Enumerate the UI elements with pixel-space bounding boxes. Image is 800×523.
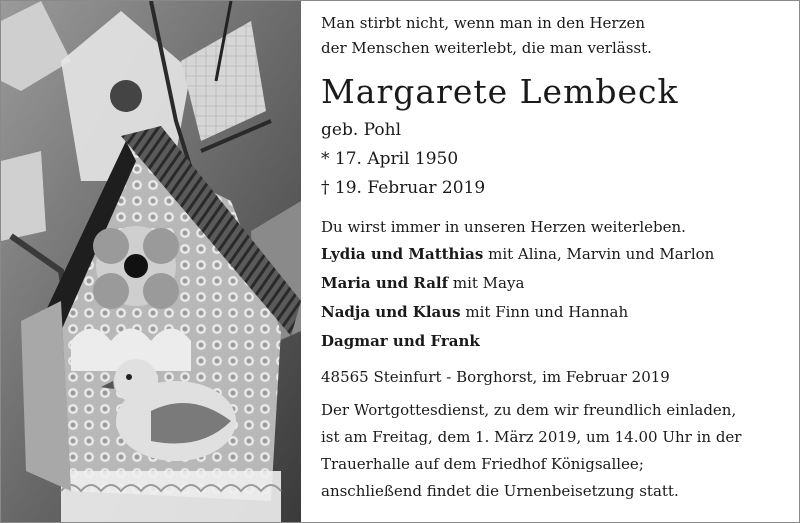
birdhouse-photo [1,1,301,522]
family-names: Dagmar und Frank [321,332,480,350]
farewell-line: Du wirst immer in unseren Herzen weiterleben. [321,218,686,236]
place-date: 48565 Steinfurt - Borghorst, im Februar 2019 [321,368,670,386]
family-line [321,298,791,327]
service-line: Der Wortgottesdienst, zu dem wir freundlich einladen, [321,401,737,419]
notice-text [321,11,791,505]
memorial-quote [321,11,791,61]
family-line [321,240,791,269]
family-line [321,327,791,356]
family-list [321,240,791,356]
birdhouse-image [1,1,301,522]
quote-line: der Menschen weiterlebt, die man verlässt. [321,39,652,57]
service-line: anschließend findet die Urnenbeisetzung statt. [321,482,679,500]
family-names: Lydia und Matthias [321,245,484,263]
service-line: Trauerhalle auf dem Friedhof Königsallee; [321,455,644,473]
service-info [321,397,791,505]
maiden-name: geb. Pohl [321,120,402,140]
family-children: mit Maya [448,274,525,292]
service-line: ist am Freitag, dem 1. März 2019, um 14.00 Uhr in der [321,428,742,446]
family-children: mit Finn und Hannah [460,303,629,321]
quote-line: Man stirbt nicht, wenn man in den Herzen [321,14,646,32]
family-children: mit Alina, Marvin und Marlon [483,245,715,263]
deceased-name: Margarete Lembeck [321,72,679,111]
family-line [321,269,791,298]
birth-date: * 17. April 1950 [321,149,459,169]
family-names: Maria und Ralf [321,274,449,292]
death-date: † 19. Februar 2019 [321,178,486,198]
life-dates [321,116,791,203]
family-names: Nadja und Klaus [321,303,461,321]
